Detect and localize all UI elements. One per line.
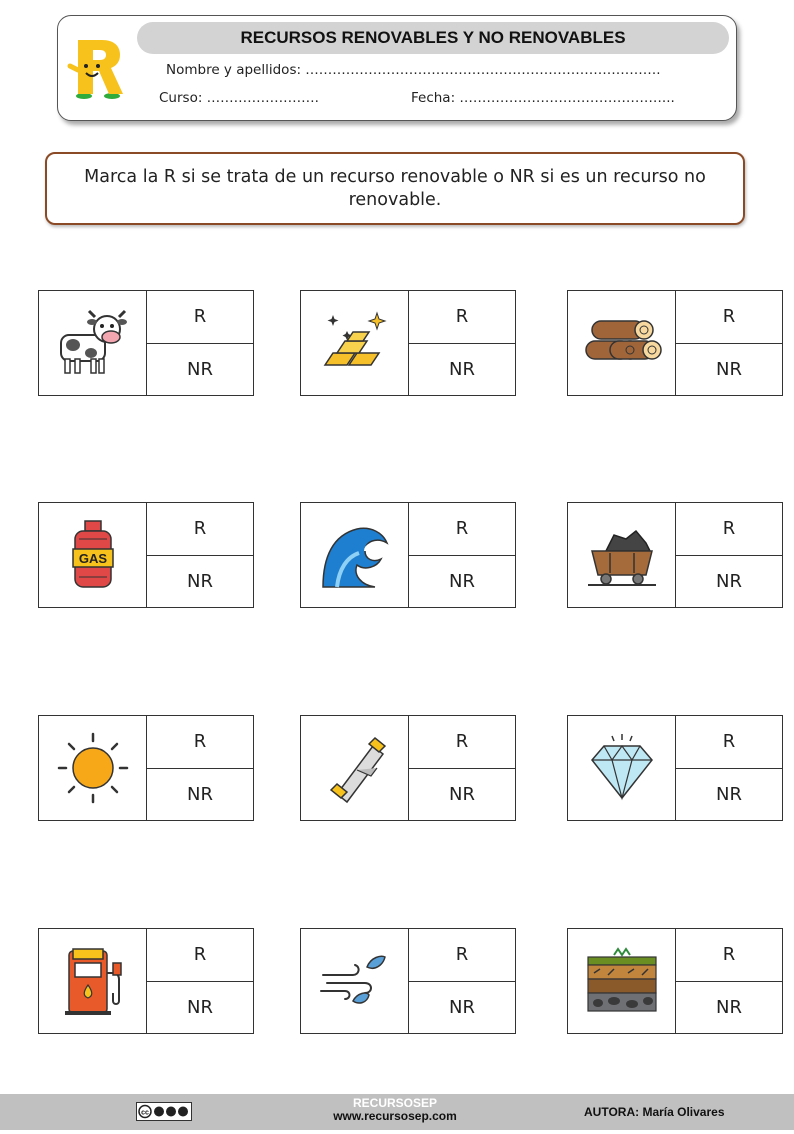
wave-icon: [317, 517, 393, 593]
option-nr[interactable]: NR: [147, 343, 253, 396]
course-field[interactable]: Curso: …………………….: [159, 90, 319, 106]
instruction-text: Marca la R si se trata de un recurso renovable o NR si es un recurso no renovable.: [84, 166, 706, 210]
option-r[interactable]: R: [722, 731, 736, 753]
gold-bars-icon: [317, 305, 393, 381]
card-image: [301, 929, 409, 1033]
resource-card-gas: [38, 502, 254, 608]
option-nr[interactable]: NR: [147, 768, 253, 821]
option-r[interactable]: R: [455, 944, 469, 966]
logo-r-icon: [64, 36, 128, 100]
resource-card-cow: [38, 290, 254, 396]
instruction-box: [45, 152, 745, 225]
resource-card-diamond: [567, 715, 783, 821]
resource-card-wave: [300, 502, 516, 608]
footer: [0, 1094, 794, 1130]
card-image: [39, 716, 147, 820]
option-nr[interactable]: NR: [676, 555, 782, 608]
resource-card-fuel: [38, 928, 254, 1034]
option-nr[interactable]: NR: [147, 981, 253, 1034]
gas-label: GAS: [78, 551, 107, 566]
resource-card-wood: [567, 290, 783, 396]
fuel-pump-icon: [55, 943, 131, 1019]
creative-commons-icon: [136, 1102, 192, 1121]
resource-card-sun: [38, 715, 254, 821]
option-r[interactable]: R: [455, 306, 469, 328]
soil-layers-icon: [584, 943, 660, 1019]
card-image: [301, 716, 409, 820]
paper-roll-icon: [317, 730, 393, 806]
gas-cylinder-icon: [63, 517, 123, 593]
option-r[interactable]: R: [193, 944, 207, 966]
svg-text:cc: cc: [141, 1109, 149, 1117]
resource-card-gold: [300, 290, 516, 396]
date-field[interactable]: Fecha: ………………………………………...: [411, 90, 675, 106]
header-box: [57, 15, 737, 121]
site-info: [300, 1097, 490, 1123]
coal-cart-icon: [584, 517, 660, 593]
card-image: [301, 503, 409, 607]
option-r[interactable]: R: [722, 944, 736, 966]
page-title: RECURSOS RENOVABLES Y NO RENOVABLES: [137, 22, 729, 54]
option-r[interactable]: R: [722, 306, 736, 328]
card-image: [568, 716, 676, 820]
site-url[interactable]: www.recursosep.com: [333, 1109, 457, 1123]
option-nr[interactable]: NR: [147, 555, 253, 608]
resource-card-paper: [300, 715, 516, 821]
option-r[interactable]: R: [455, 518, 469, 540]
card-image: [568, 291, 676, 395]
wood-logs-icon: [582, 305, 662, 381]
name-field[interactable]: Nombre y apellidos: …………………………………………………………………….: [166, 62, 661, 78]
option-r[interactable]: R: [722, 518, 736, 540]
card-image: [568, 929, 676, 1033]
author-label: AUTORA: María Olivares: [584, 1105, 725, 1119]
card-image: [39, 929, 147, 1033]
option-nr[interactable]: NR: [676, 343, 782, 396]
resource-card-wind: [300, 928, 516, 1034]
option-r[interactable]: R: [455, 731, 469, 753]
diamond-icon: [584, 730, 660, 806]
card-image: [39, 503, 147, 607]
site-name: RECURSOSEP: [352, 1096, 438, 1110]
sun-icon: [55, 730, 131, 806]
option-nr[interactable]: NR: [409, 555, 515, 608]
resource-card-soil: [567, 928, 783, 1034]
option-nr[interactable]: NR: [676, 768, 782, 821]
option-nr[interactable]: NR: [409, 981, 515, 1034]
option-r[interactable]: R: [193, 306, 207, 328]
card-image: [301, 291, 409, 395]
cow-icon: [55, 305, 131, 381]
wind-icon: [317, 943, 393, 1019]
resource-card-coal: [567, 502, 783, 608]
option-r[interactable]: R: [193, 731, 207, 753]
option-nr[interactable]: NR: [409, 343, 515, 396]
card-image: [568, 503, 676, 607]
option-r[interactable]: R: [193, 518, 207, 540]
option-nr[interactable]: NR: [676, 981, 782, 1034]
option-nr[interactable]: NR: [409, 768, 515, 821]
card-image: [39, 291, 147, 395]
